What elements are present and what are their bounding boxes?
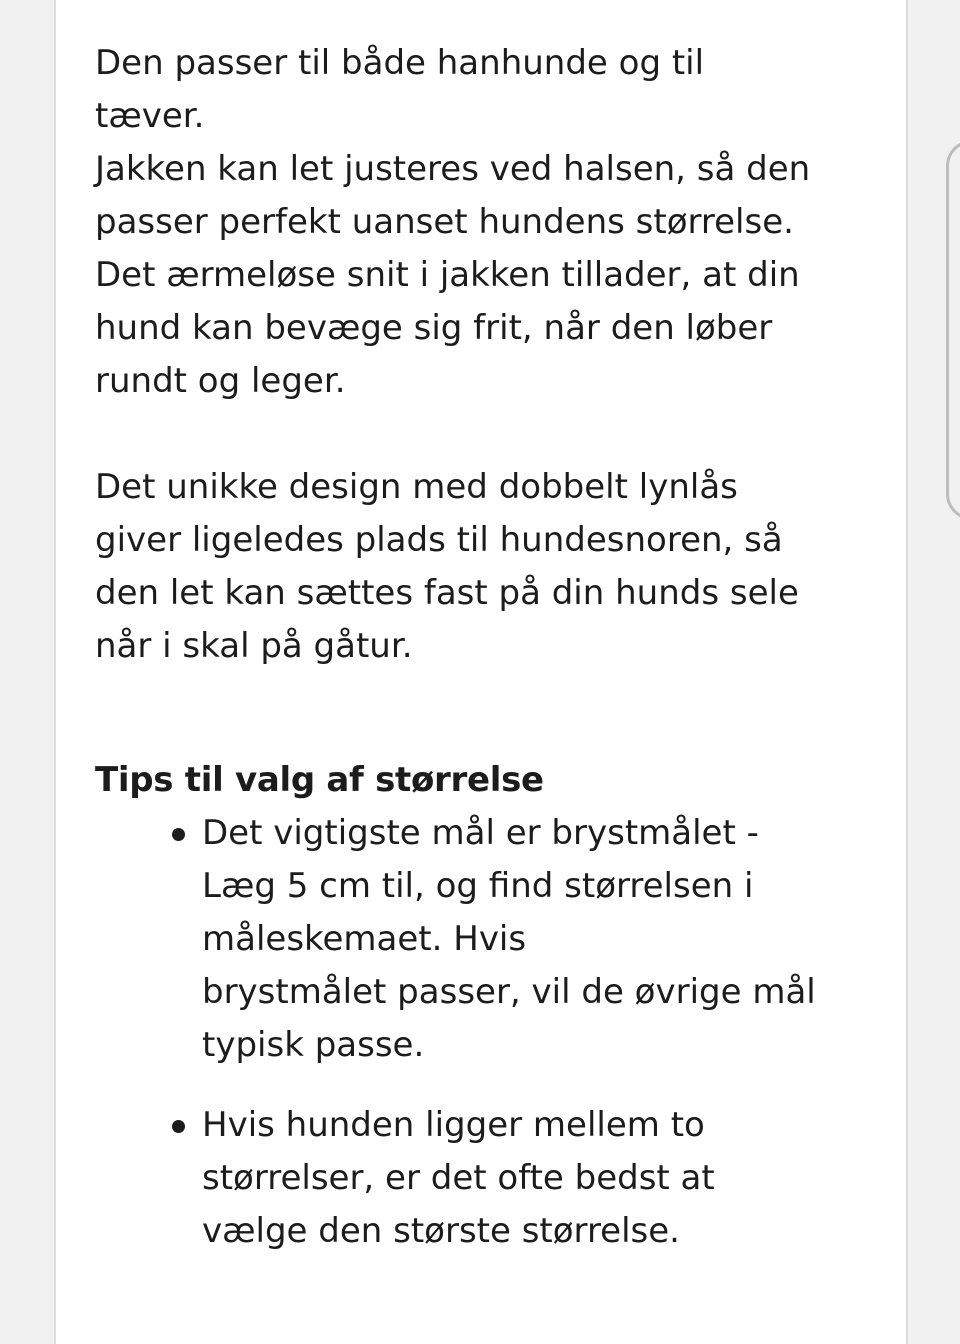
bullet-icon	[172, 828, 185, 841]
list-item-text: Hvis hunden ligger mellem to størrelser, er det ofte bedst at vælge den største størrelse.	[202, 1105, 715, 1251]
list-item-text: Det vigtigste mål er brystmålet - Læg 5 cm til, og find størrelsen i måleskemaet. Hvis brystmålet passer, vil de øvrige mål typisk passe.	[202, 813, 816, 1065]
list-item	[95, 1099, 885, 1258]
side-panel-edge[interactable]	[946, 140, 960, 520]
product-description	[95, 37, 885, 1258]
bullet-icon	[172, 1120, 185, 1133]
size-tips-heading: Tips til valg af størrelse	[95, 760, 544, 800]
description-paragraph-zipper: Det unikke design med dobbelt lynlås giver ligeledes plads til hundesnoren, så den let kan sættes fast på din hunds sele når i skal på gåtur.	[95, 467, 799, 666]
size-tips-list	[95, 807, 885, 1258]
description-paragraph-fit: Den passer til både hanhunde og til tæver. Jakken kan let justeres ved halsen, så den passer perfekt uanset hundens størrelse. Det ærmeløse snit i jakken tillader, at din hund kan bevæge sig frit, når den løber rundt og leger.	[95, 43, 811, 401]
list-item	[95, 807, 885, 1072]
